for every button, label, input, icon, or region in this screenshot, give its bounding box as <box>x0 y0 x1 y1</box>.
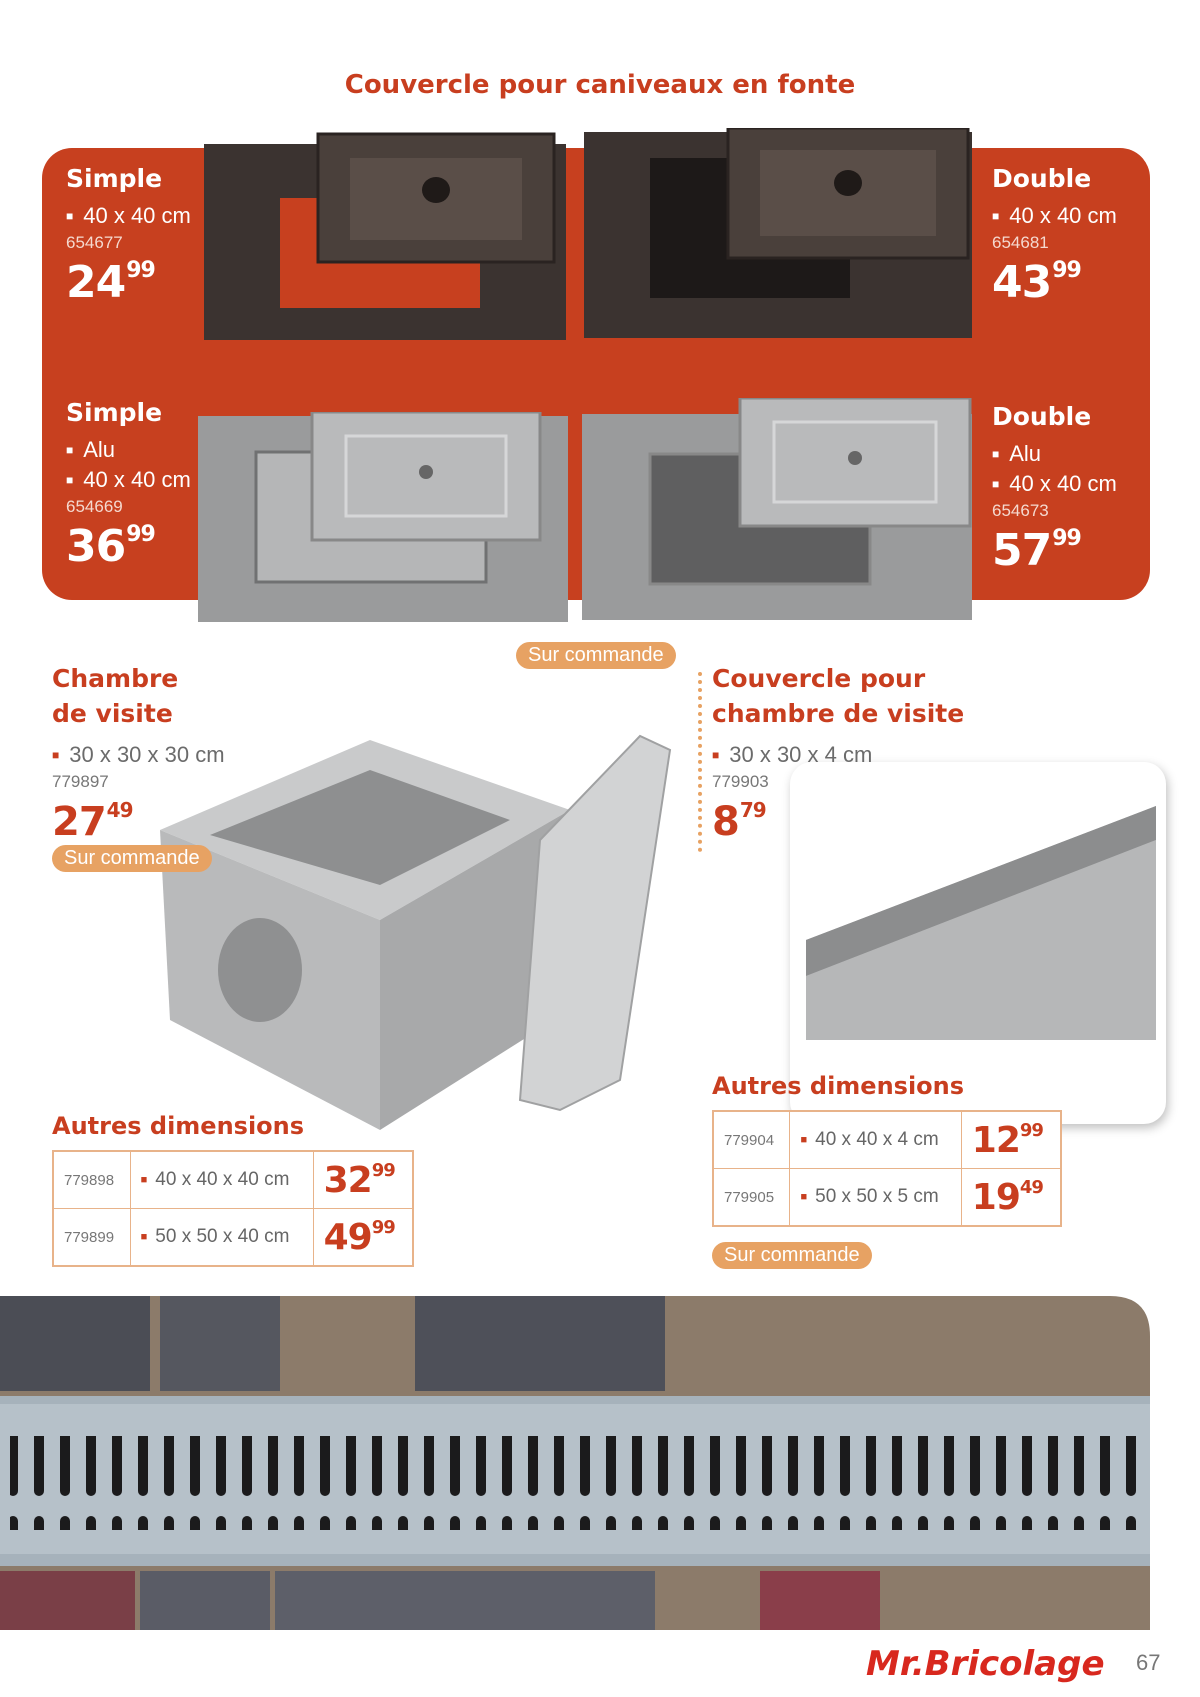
cast-iron-double-cover-image <box>580 128 980 348</box>
product-spec: ■ 40 x 40 cm <box>66 465 191 495</box>
row-size: ■ 50 x 50 x 5 cm <box>790 1169 961 1227</box>
row-size: ■ 40 x 40 x 40 cm <box>130 1151 313 1209</box>
alu-single-cover-image <box>196 412 576 628</box>
product-spec: ■ 40 x 40 cm <box>66 201 191 231</box>
product-price: $24^{99}$ <box>66 257 155 308</box>
page-title: Couvercle pour caniveaux en fonte <box>344 70 856 100</box>
row-price: $19^{49}$ <box>961 1169 1061 1227</box>
product-name-line2: chambre de visite <box>712 699 965 728</box>
row-price: $32^{99}$ <box>313 1151 413 1209</box>
row-size: ■ 40 x 40 x 4 cm <box>790 1111 961 1169</box>
brand-logo: Mr.Bricolage <box>866 1644 1105 1684</box>
product-spec: ■ 40 x 40 cm <box>992 469 1117 499</box>
product-price: $57^{99}$ <box>992 525 1081 576</box>
table-row <box>53 1151 413 1209</box>
product-spec: ■ 30 x 30 x 30 cm <box>52 740 225 770</box>
product-price: $27^{49}$ <box>52 798 133 845</box>
row-ref: 779905 <box>713 1169 790 1227</box>
product-simple-cast <box>66 164 191 308</box>
product-ref: 654673 <box>992 501 1049 520</box>
product-spec: ■ Alu <box>992 439 1117 469</box>
row-size: ■ 50 x 50 x 40 cm <box>130 1209 313 1267</box>
order-badge: Sur commande <box>52 845 212 872</box>
product-price: $36^{99}$ <box>66 521 155 572</box>
inspection-chamber-image <box>150 720 680 1140</box>
page-number: 67 <box>1136 1650 1161 1675</box>
product-double-alu <box>992 402 1117 576</box>
product-ref: 779903 <box>712 772 769 791</box>
cast-iron-single-cover-image <box>200 128 580 348</box>
product-spec: ■ 40 x 40 cm <box>992 201 1117 231</box>
order-badge: Sur commande <box>712 1242 872 1269</box>
product-name: Double <box>992 402 1092 431</box>
product-spec: ■ Alu <box>66 435 191 465</box>
table-row <box>53 1209 413 1267</box>
product-name-line1: Chambre <box>52 664 179 693</box>
drainage-channel-image <box>0 1296 1150 1630</box>
product-double-cast <box>992 164 1117 308</box>
product-name: Simple <box>66 398 163 427</box>
product-ref: 654677 <box>66 233 123 252</box>
alu-double-cover-image <box>580 398 980 628</box>
product-name-line2: de visite <box>52 699 173 728</box>
cover-dimensions-table <box>712 1110 1062 1227</box>
product-price: $8^{79}$ <box>712 798 766 845</box>
row-price: $12^{99}$ <box>961 1111 1061 1169</box>
other-dimensions-title: Autres dimensions <box>712 1072 965 1100</box>
chamber-dimensions-table <box>52 1150 414 1267</box>
product-price: $43^{99}$ <box>992 257 1081 308</box>
product-ref: 654669 <box>66 497 123 516</box>
table-row <box>713 1111 1061 1169</box>
row-ref: 779899 <box>53 1209 130 1267</box>
row-ref: 779898 <box>53 1151 130 1209</box>
product-name: Double <box>992 164 1092 193</box>
product-inspection-chamber <box>52 664 225 872</box>
product-name-line1: Couvercle pour <box>712 664 926 693</box>
other-dimensions-title: Autres dimensions <box>52 1112 305 1140</box>
order-badge: Sur commande <box>516 642 676 669</box>
row-price: $49^{99}$ <box>313 1209 413 1267</box>
dotted-divider <box>698 672 702 852</box>
product-simple-alu <box>66 398 191 572</box>
product-ref: 654681 <box>992 233 1049 252</box>
table-row <box>713 1169 1061 1227</box>
product-name: Simple <box>66 164 163 193</box>
product-chamber-cover <box>712 664 964 845</box>
product-spec: ■ 30 x 30 x 4 cm <box>712 740 964 770</box>
row-ref: 779904 <box>713 1111 790 1169</box>
product-ref: 779897 <box>52 772 109 791</box>
